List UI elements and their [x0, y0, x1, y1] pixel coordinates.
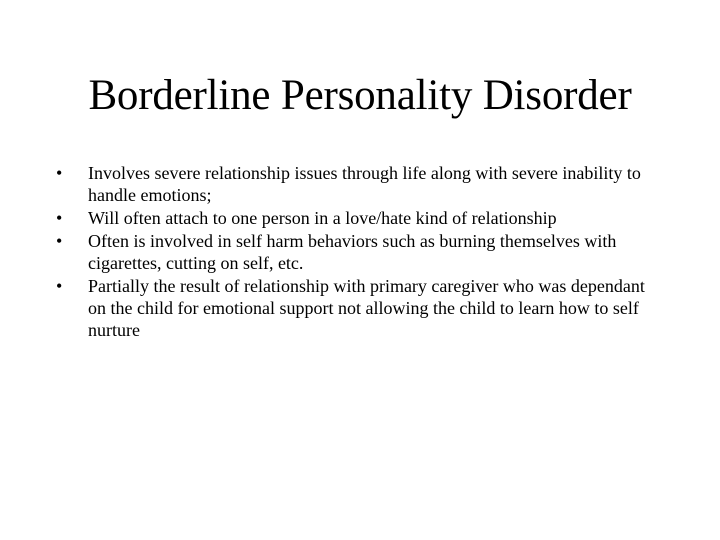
bullet-point-icon: •: [56, 208, 63, 228]
bullet-text: Often is involved in self harm behaviors such as burning themselves with cigarettes, cutting on self, etc.: [88, 230, 617, 273]
bullet-item: [56, 275, 666, 342]
bullet-point-icon: •: [56, 230, 63, 251]
slide-title: Borderline Personality Disorder: [88, 72, 632, 119]
bullet-text: Partially the result of relationship with primary caregiver who was dependant on the child for emotional support not allowing the child to learn how to self nurture: [88, 275, 645, 341]
bullet-point-icon: •: [56, 275, 63, 296]
bullet-text: Involves severe relationship issues through life along with severe inability to handle emotions;: [88, 163, 641, 206]
bullet-item: [56, 230, 666, 275]
bullet-item: [56, 162, 666, 207]
bullet-text: Will often attach to one person in a love/hate kind of relationship: [88, 208, 557, 228]
bullet-item: [56, 207, 666, 229]
bullet-list: [56, 162, 666, 342]
bullet-point-icon: •: [56, 163, 63, 183]
